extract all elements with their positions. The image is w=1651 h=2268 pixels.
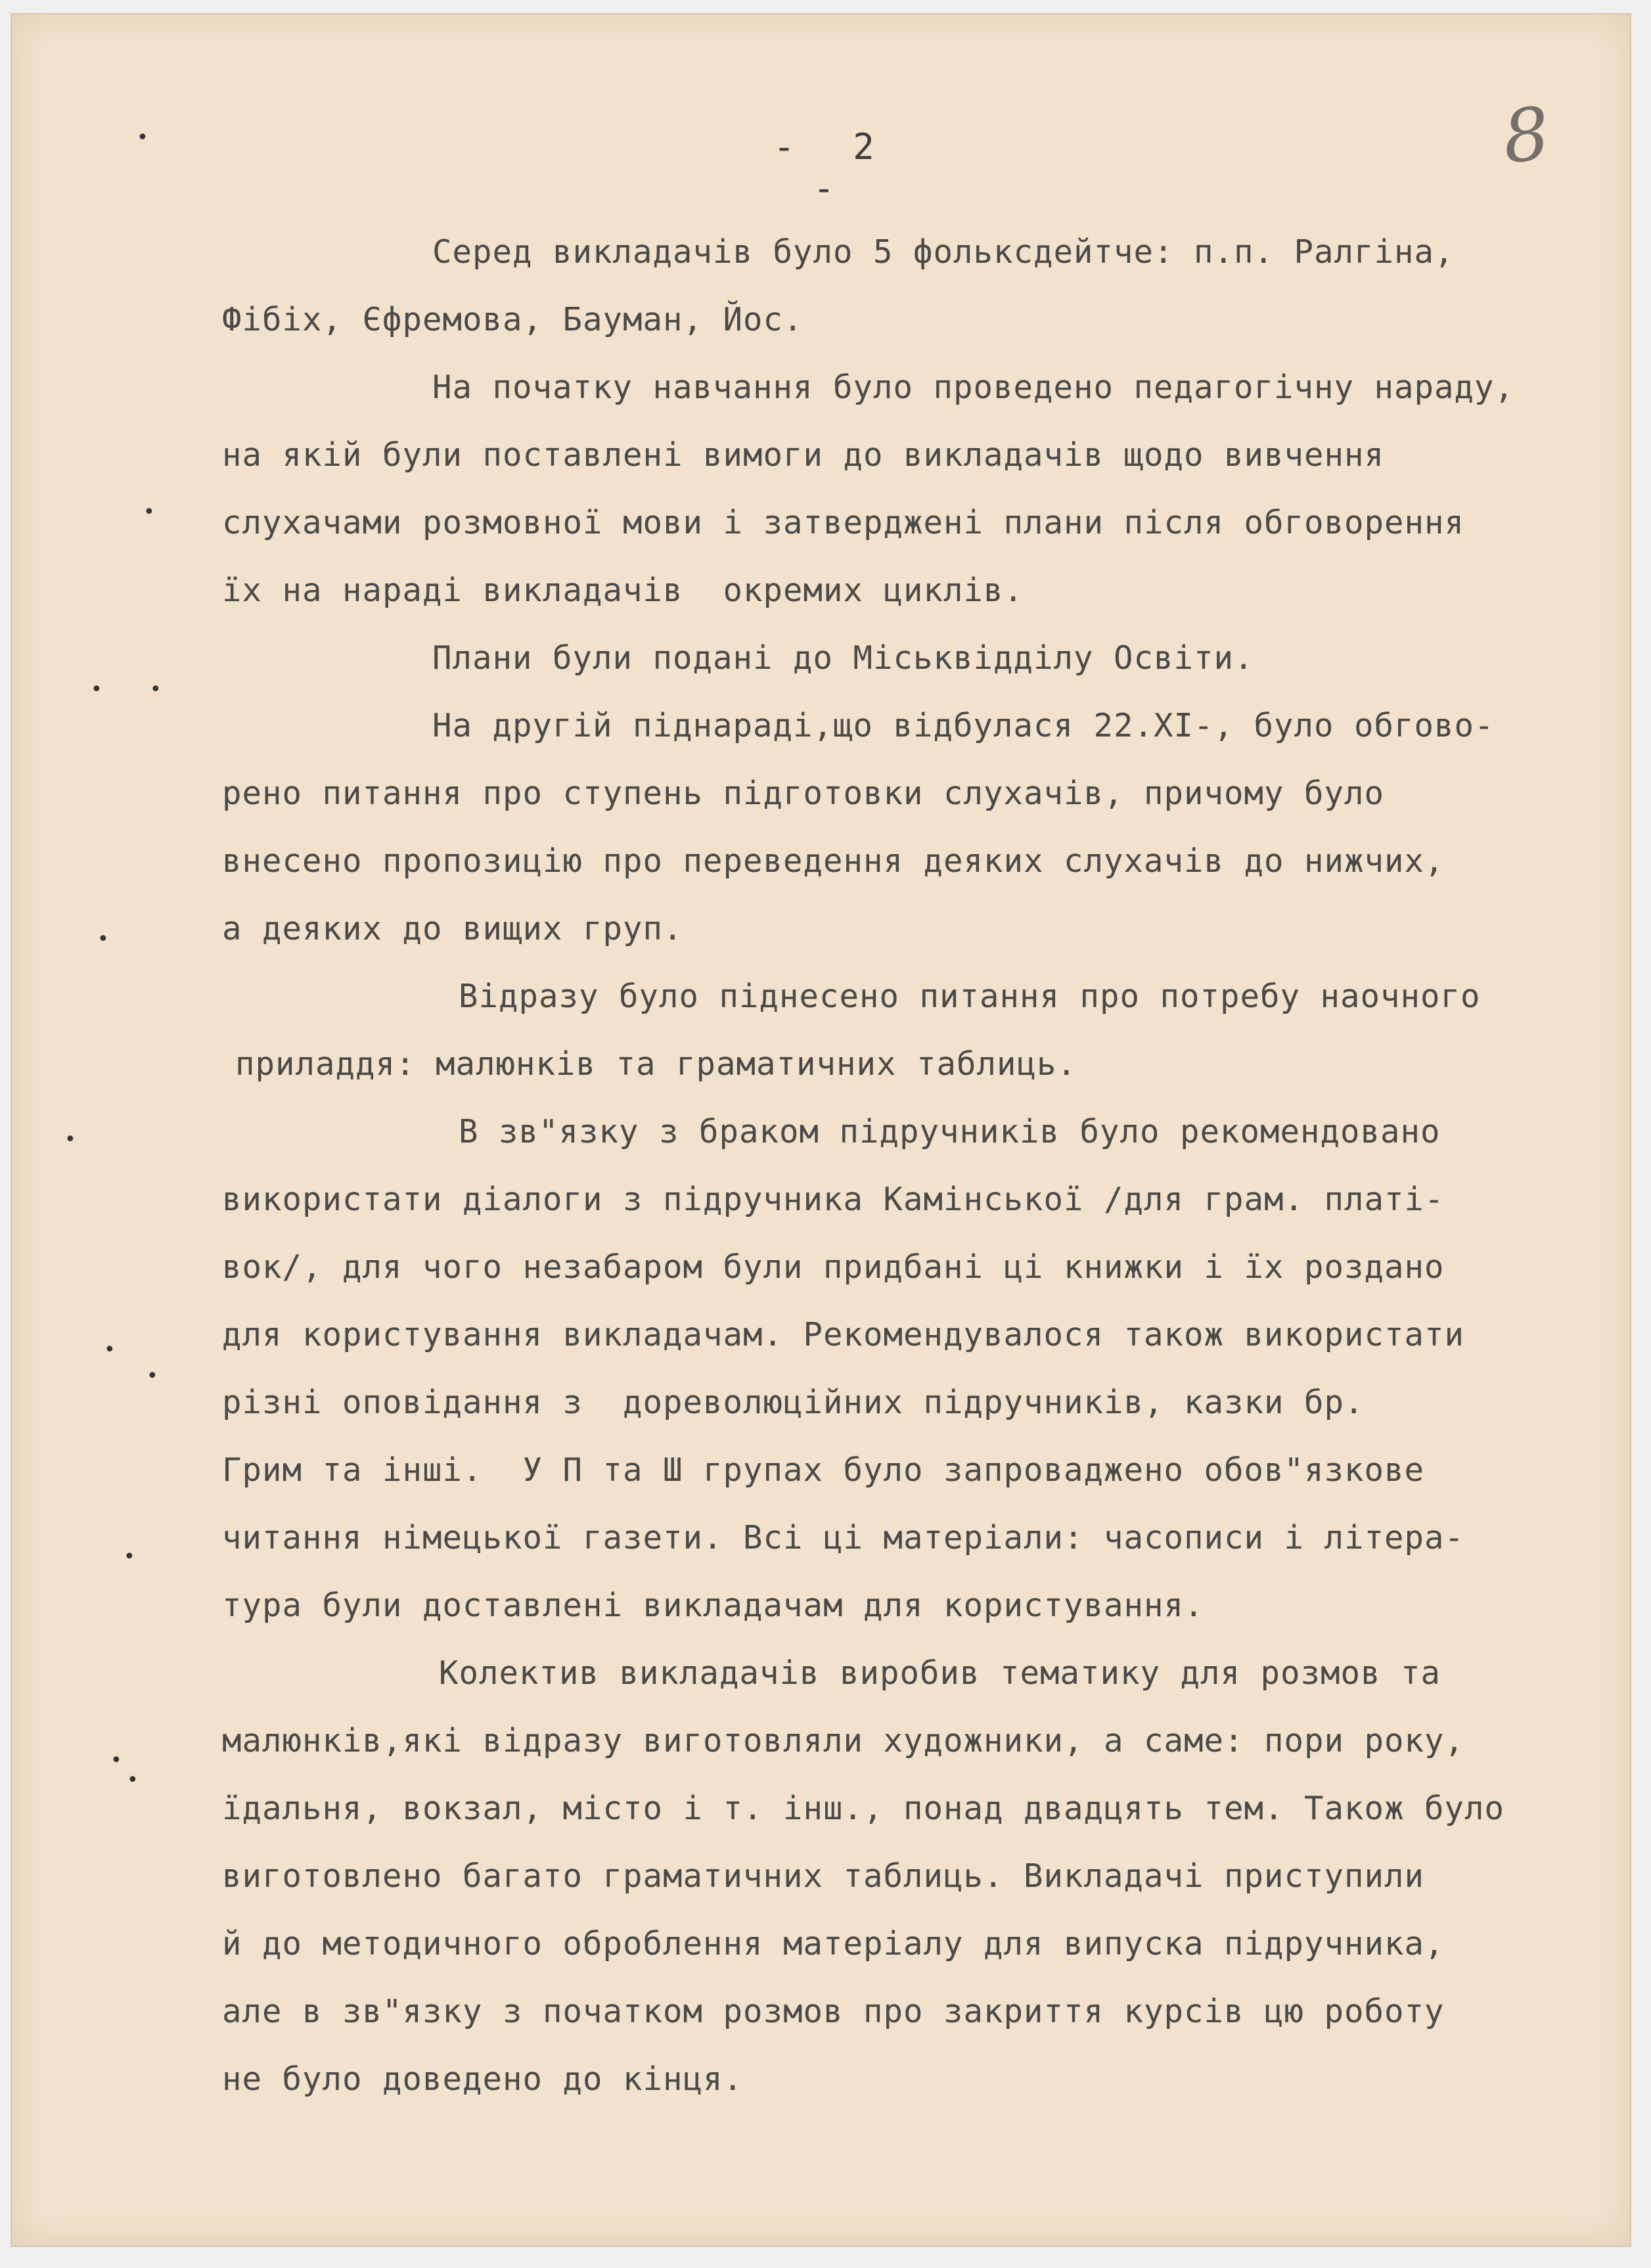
punch-hole-mark: • [64, 1128, 76, 1151]
handwritten-sheet-number: 8 [1499, 91, 1554, 180]
punch-hole-mark: • [137, 126, 148, 149]
text-line: Серед викладачів було 5 фольксдейтче: п.п. Ралгіна, [432, 233, 1455, 271]
text-line: вок/, для чого незабаром були придбані ці книжки і їх роздано [222, 1248, 1445, 1286]
punch-hole-mark: • [127, 1769, 139, 1792]
text-line: їдальня, вокзал, місто і т. інш., понад двадцять тем. Також було [222, 1790, 1505, 1827]
text-line: а деяких до вищих груп. [222, 910, 683, 947]
page-number: - 2 - [773, 126, 893, 209]
document-page [12, 14, 1630, 2246]
punch-hole-mark: • [150, 678, 162, 701]
text-line: їх на нараді викладачів окремих циклів. [222, 572, 1024, 609]
text-line: тура були доставлені викладачам для користування. [222, 1587, 1204, 1624]
text-line: але в зв"язку з початком розмов про закриття курсів цю роботу [222, 1993, 1445, 2030]
document-body [222, 218, 1621, 2113]
punch-hole-mark: • [143, 501, 155, 524]
text-line: Грим та інші. У П та Ш групах було запроваджено обов"язкове [222, 1451, 1425, 1489]
text-line: читання німецької газети. Всі ці матеріали: часописи і літера- [222, 1519, 1465, 1556]
text-line: слухачами розмовної мови і затверджені плани після обговорення [222, 504, 1465, 541]
punch-hole-mark: • [91, 678, 102, 701]
text-line: На другій піднараді,що відбулася 22.XI-, було обгово- [432, 707, 1495, 744]
text-line: не було доведено до кінця. [222, 2060, 744, 2098]
text-line: На початку навчання було проведено педагогічну нараду, [432, 369, 1515, 406]
text-line: виготовлено багато граматичних таблиць. Викладачі приступили [222, 1857, 1425, 1895]
text-line: різні оповідання з дореволюційних підручників, казки бр. [222, 1384, 1365, 1421]
text-line: використати діалоги з підручника Камінської /для грам. платі- [222, 1181, 1445, 1218]
punch-hole-mark: • [147, 1365, 158, 1388]
punch-hole-mark: • [110, 1749, 122, 1772]
text-line: для користування викладачам. Рекомендувалося також використати [222, 1316, 1465, 1353]
text-line: приладдя: малюнків та граматичних таблиць. [235, 1045, 1077, 1083]
text-line: внесено пропозицію про переведення деяких слухачів до нижчих, [222, 842, 1445, 880]
punch-hole-mark: • [104, 1338, 116, 1361]
text-line: Колектив викладачів виробив тематику для розмов та [439, 1654, 1441, 1692]
text-line: В зв"язку з браком підручників було рекомендовано [459, 1113, 1441, 1150]
punch-hole-mark: • [124, 1545, 135, 1568]
text-line: Відразу було піднесено питання про потребу наочного [459, 978, 1481, 1015]
text-line: на якій були поставлені вимоги до викладачів щодо вивчення [222, 436, 1385, 474]
text-line: й до методичного оброблення матеріалу для випуска підручника, [222, 1925, 1445, 1962]
text-line: Плани були подані до Міськвідділу Освіти. [432, 639, 1254, 677]
punch-hole-mark: • [97, 928, 109, 951]
text-line: малюнків,які відразу виготовляли художники, а саме: пори року, [222, 1722, 1465, 1759]
text-line: рено питання про ступень підготовки слухачів, причому було [222, 775, 1385, 812]
text-line: Фібіх, Єфремова, Бауман, Йос. [222, 301, 803, 338]
